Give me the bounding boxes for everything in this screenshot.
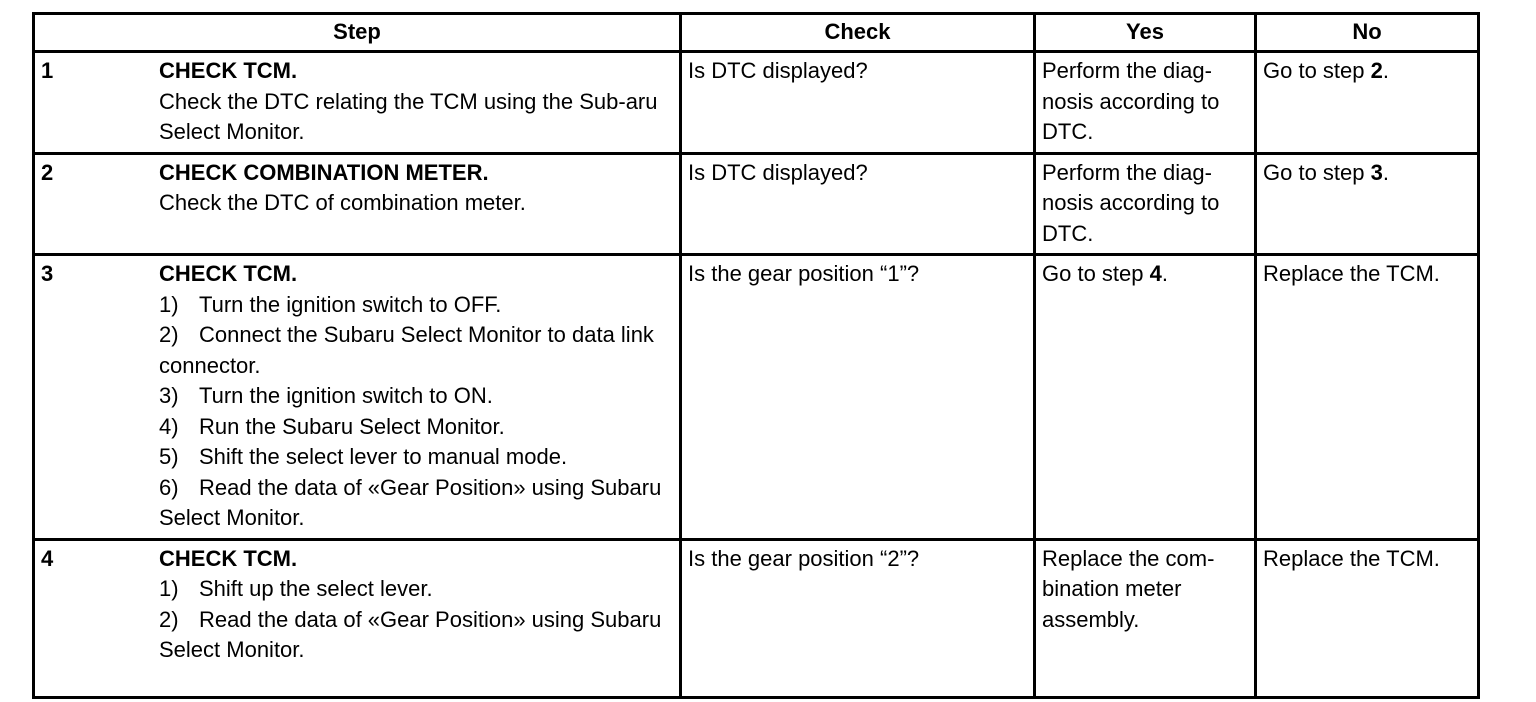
step-title: CHECK TCM. bbox=[159, 545, 298, 571]
step-description: Check the DTC relating the TCM using the Sub-aru Select Monitor. bbox=[159, 88, 658, 144]
substep bbox=[159, 605, 673, 666]
step-ref: 3 bbox=[1370, 159, 1383, 185]
substep bbox=[159, 381, 673, 412]
substep-text: Shift the select lever to manual mode. bbox=[199, 444, 568, 469]
no-suffix: . bbox=[1382, 58, 1389, 83]
no-suffix: . bbox=[1382, 159, 1389, 185]
check-cell: Is DTC displayed? bbox=[681, 52, 1035, 154]
substep bbox=[159, 442, 673, 473]
substep-number: 5) bbox=[159, 444, 179, 469]
header-step: Step bbox=[34, 14, 681, 52]
substep bbox=[159, 290, 673, 321]
substep bbox=[159, 574, 673, 605]
yes-cell: Perform the diag-nosis according to DTC. bbox=[1035, 153, 1256, 255]
check-cell: Is the gear position “2”? bbox=[681, 539, 1035, 697]
header-row bbox=[34, 14, 1479, 52]
no-cell: Replace the TCM. bbox=[1256, 255, 1479, 540]
table-row bbox=[34, 52, 1479, 154]
header-check: Check bbox=[681, 14, 1035, 52]
step-title: CHECK TCM. bbox=[159, 58, 298, 83]
yes-cell: Perform the diag-nosis according to DTC. bbox=[1035, 52, 1256, 154]
step-cell bbox=[34, 539, 681, 697]
yes-cell bbox=[1035, 255, 1256, 540]
step-cell bbox=[34, 255, 681, 540]
substep-text: Shift up the select lever. bbox=[199, 576, 433, 601]
step-ref: 2 bbox=[1370, 58, 1383, 83]
substep-text: Connect the Subaru Select Monitor to data link connector. bbox=[159, 322, 654, 378]
table-row bbox=[34, 153, 1479, 255]
step-number: 1 bbox=[41, 58, 54, 83]
diagnostic-table bbox=[32, 12, 1480, 699]
step-title: CHECK COMBINATION METER. bbox=[159, 159, 489, 185]
step-title: CHECK TCM. bbox=[159, 261, 298, 286]
substep-number: 1) bbox=[159, 576, 179, 601]
substep-number: 2) bbox=[159, 322, 179, 347]
substep-text: Read the data of «Gear Position» using Subaru Select Monitor. bbox=[159, 474, 662, 530]
substep-number: 2) bbox=[159, 606, 179, 632]
substep bbox=[159, 412, 673, 443]
yes-cell: Replace the com-bination meter assembly. bbox=[1035, 539, 1256, 697]
yes-suffix: . bbox=[1161, 261, 1168, 286]
substep bbox=[159, 473, 673, 534]
table-row bbox=[34, 255, 1479, 540]
table-row bbox=[34, 539, 1479, 697]
header-no: No bbox=[1256, 14, 1479, 52]
no-text: Go to step bbox=[1263, 58, 1371, 83]
substep-number: 4) bbox=[159, 413, 179, 439]
step-cell bbox=[34, 52, 681, 154]
substep-text: Read the data of «Gear Position» using Subaru Select Monitor. bbox=[159, 606, 662, 662]
no-cell bbox=[1256, 52, 1479, 154]
check-cell: Is the gear position “1”? bbox=[681, 255, 1035, 540]
yes-text: Go to step bbox=[1042, 261, 1150, 286]
substep bbox=[159, 320, 673, 381]
step-description: Check the DTC of combination meter. bbox=[159, 190, 526, 215]
header-yes: Yes bbox=[1035, 14, 1256, 52]
no-cell bbox=[1256, 153, 1479, 255]
step-number: 2 bbox=[41, 159, 54, 185]
check-cell: Is DTC displayed? bbox=[681, 153, 1035, 255]
step-number: 4 bbox=[41, 545, 54, 571]
substep-number: 3) bbox=[159, 383, 179, 408]
substep-number: 6) bbox=[159, 474, 179, 500]
no-text: Go to step bbox=[1263, 159, 1371, 185]
step-number: 3 bbox=[41, 261, 54, 286]
substep-number: 1) bbox=[159, 291, 179, 317]
step-cell bbox=[34, 153, 681, 255]
no-cell: Replace the TCM. bbox=[1256, 539, 1479, 697]
substep-text: Turn the ignition switch to ON. bbox=[199, 383, 493, 408]
step-ref: 4 bbox=[1149, 261, 1162, 286]
substep-text: Run the Subaru Select Monitor. bbox=[199, 413, 505, 439]
substep-text: Turn the ignition switch to OFF. bbox=[199, 291, 502, 317]
